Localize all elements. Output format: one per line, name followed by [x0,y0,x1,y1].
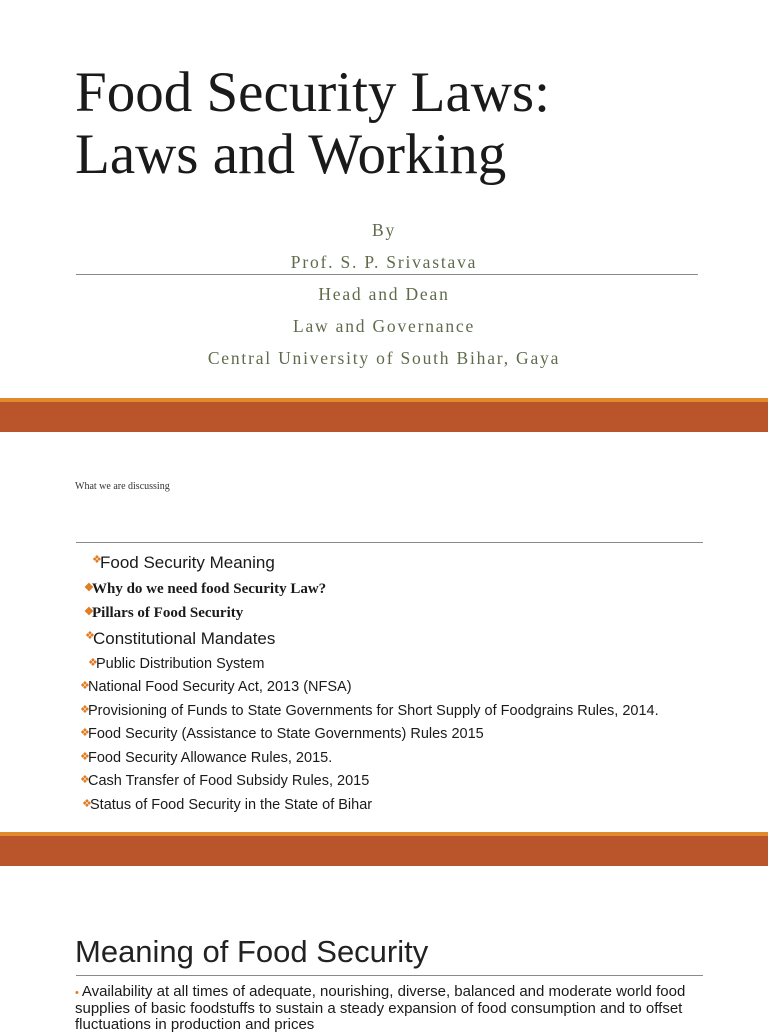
definition-text: Availability at all times of adequate, nourishing, diverse, balanced and moderate world food supplies of basic foodstuffs to sustain a steady expansion of food consumption and to offset fluctuations in production and prices [75,983,686,1033]
title-slide [0,0,768,398]
title-divider-rule [76,274,698,275]
slide-separator [0,832,768,866]
title-line-2: Laws and Working [75,123,507,186]
by-label: By [371,220,397,240]
agenda-heading: What we are discussing [75,481,170,492]
list-item: ❖ Constitutional Mandates [85,629,276,648]
bullet-icon: • [75,987,79,999]
list-item: ❖ Food Security Meaning [92,553,275,572]
slide-separator [0,398,768,432]
diamond-bullet-icon: ❖ [84,582,94,594]
agenda-rule [76,542,703,543]
list-item: ❖ Public Distribution System [88,656,265,672]
author-name: Prof. S. P. Srivastava [290,252,478,272]
diamond-bullet-icon: ❖ [82,798,92,810]
diamond-bullet-icon: ❖ [80,774,90,786]
diamond-bullet-icon: ❖ [92,554,102,566]
author-institution: Central University of South Bihar, Gaya [207,348,561,368]
author-department: Law and Governance [292,316,476,336]
diamond-bullet-icon: ❖ [80,727,90,739]
diamond-bullet-icon: ❖ [80,704,90,716]
diamond-bullet-icon: ❖ [88,657,98,669]
list-item: ❖ Food Security (Assistance to State Governments) Rules 2015 [80,726,484,742]
diamond-bullet-icon: ❖ [80,680,90,692]
agenda-slide [0,432,768,832]
meaning-rule [76,975,703,976]
list-item: ❖ Food Security Allowance Rules, 2015. [80,750,333,766]
list-item: ❖ Cash Transfer of Food Subsidy Rules, 2015 [80,773,370,789]
diamond-bullet-icon: ❖ [80,751,90,763]
definition-paragraph [75,984,715,1033]
diamond-bullet-icon: ❖ [85,630,95,642]
list-item: ❖ Pillars of Food Security [84,605,244,621]
diamond-bullet-icon: ❖ [84,606,94,618]
slide-title: Meaning of Food Security [75,934,429,969]
title-line-1: Food Security Laws: [75,61,550,124]
author-role: Head and Dean [318,284,450,304]
list-item: ❖ Status of Food Security in the State of Bihar [82,797,373,813]
list-item: ❖ Provisioning of Funds to State Governments for Short Supply of Foodgrains Rules, 2014. [80,703,659,719]
meaning-slide [0,866,768,1033]
list-item: ❖ National Food Security Act, 2013 (NFSA) [80,679,352,695]
list-item: ❖ Why do we need food Security Law? [84,581,327,597]
slide-title [75,62,715,186]
